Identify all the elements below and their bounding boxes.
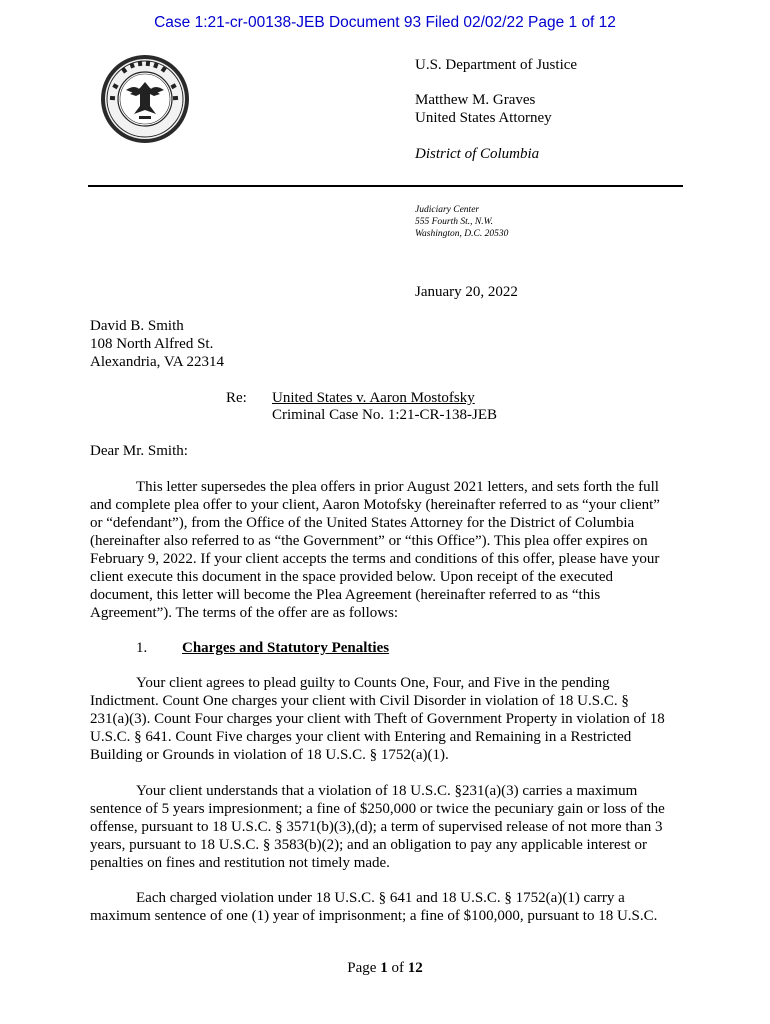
footer-middle: of — [387, 960, 408, 976]
each-violation-paragraph — [90, 889, 680, 925]
charges-line: Your client agrees to plead guilty to Counts One, Four, and Five in the pending — [136, 675, 610, 691]
office-address-line3: Washington, D.C. 20530 — [415, 229, 509, 239]
intro-line: or “defendant”), from the Office of the United States Attorney for the District of Columbia — [90, 515, 635, 531]
intro-line: client execute this document in the space provided below. Upon receipt of the executed — [90, 569, 614, 585]
recipient-name: David B. Smith — [90, 318, 184, 334]
footer-page-number: 1 — [380, 960, 388, 976]
charges-line: Building or Grounds in violation of 18 U.S.C. § 1752(a)(1). — [90, 747, 449, 763]
sender-department: U.S. Department of Justice — [415, 57, 578, 73]
doj-seal-icon — [100, 54, 190, 144]
sender-district: District of Columbia — [415, 146, 540, 162]
section-heading: Charges and Statutory Penalties — [182, 640, 390, 656]
penalties-line: offense, pursuant to 18 U.S.C. § 3571(b)(3),(d); a term of supervised release of not more than 3 — [90, 819, 663, 835]
intro-paragraph — [90, 478, 680, 622]
intro-line: document, this letter will become the Plea Agreement (hereinafter referred to as “this — [90, 587, 601, 603]
re-label: Re: — [226, 390, 247, 406]
penalties-line: years, pursuant to 18 U.S.C. § 3583(b)(2); and an obligation to pay any applicable interest or — [90, 837, 647, 853]
sender-name: Matthew M. Graves — [415, 92, 536, 108]
penalties-line: penalties on fines and restitution not timely made. — [90, 855, 390, 871]
intro-line: (hereinafter also referred to as “the Government” or “this Office”). This plea offer expires on — [90, 533, 648, 549]
charges-paragraph — [90, 674, 680, 764]
charges-line: U.S.C. § 641. Count Five charges your client with Entering and Remaining in a Restricted — [90, 729, 632, 745]
re-case-number: Criminal Case No. 1:21-CR-138-JEB — [272, 407, 497, 423]
intro-line: and complete plea offer to your client, Aaron Motofsky (hereinafter referred to as “your client” — [90, 497, 660, 513]
page-footer — [0, 960, 770, 977]
penalties-line: Your client understands that a violation of 18 U.S.C. §231(a)(3) carries a maximum — [136, 783, 638, 799]
charges-line: Indictment. Count One charges your client with Civil Disorder in violation of 18 U.S.C. § — [90, 693, 629, 709]
letter-date: January 20, 2022 — [415, 284, 518, 300]
penalties-paragraph — [90, 782, 680, 872]
salutation: Dear Mr. Smith: — [90, 443, 188, 459]
re-case-title: United States v. Aaron Mostofsky — [272, 390, 475, 406]
intro-line: February 9, 2022. If your client accepts the terms and conditions of this offer, please have your — [90, 551, 660, 567]
intro-line: Agreement”). The terms of the offer are as follows: — [90, 605, 399, 621]
letterhead-divider — [88, 185, 683, 187]
recipient-city: Alexandria, VA 22314 — [90, 354, 225, 370]
section-number: 1. — [136, 640, 148, 656]
footer-prefix: Page — [347, 960, 381, 976]
office-address-line2: 555 Fourth St., N.W. — [415, 217, 494, 227]
footer-total-pages: 12 — [407, 960, 423, 976]
each-violation-line: Each charged violation under 18 U.S.C. § 641 and 18 U.S.C. § 1752(a)(1) carry a — [136, 890, 625, 906]
intro-line: This letter supersedes the plea offers in prior August 2021 letters, and sets forth the full — [136, 479, 659, 495]
penalties-line: sentence of 5 years impresionment; a fine of $250,000 or twice the pecuniary gain or loss of the — [90, 801, 665, 817]
recipient-street: 108 North Alfred St. — [90, 336, 214, 352]
office-address-line1: Judiciary Center — [415, 205, 480, 215]
sender-title: United States Attorney — [415, 110, 552, 126]
charges-line: 231(a)(3). Count Four charges your client with Theft of Government Property in violation of 18 — [90, 711, 665, 727]
case-stamp-header: Case 1:21-cr-00138-JEB Document 93 Filed 02/02/22 Page 1 of 12 — [154, 14, 616, 31]
each-violation-line: maximum sentence of one (1) year of imprisonment; a fine of $100,000, pursuant to 18 U.S.C. — [90, 908, 658, 924]
